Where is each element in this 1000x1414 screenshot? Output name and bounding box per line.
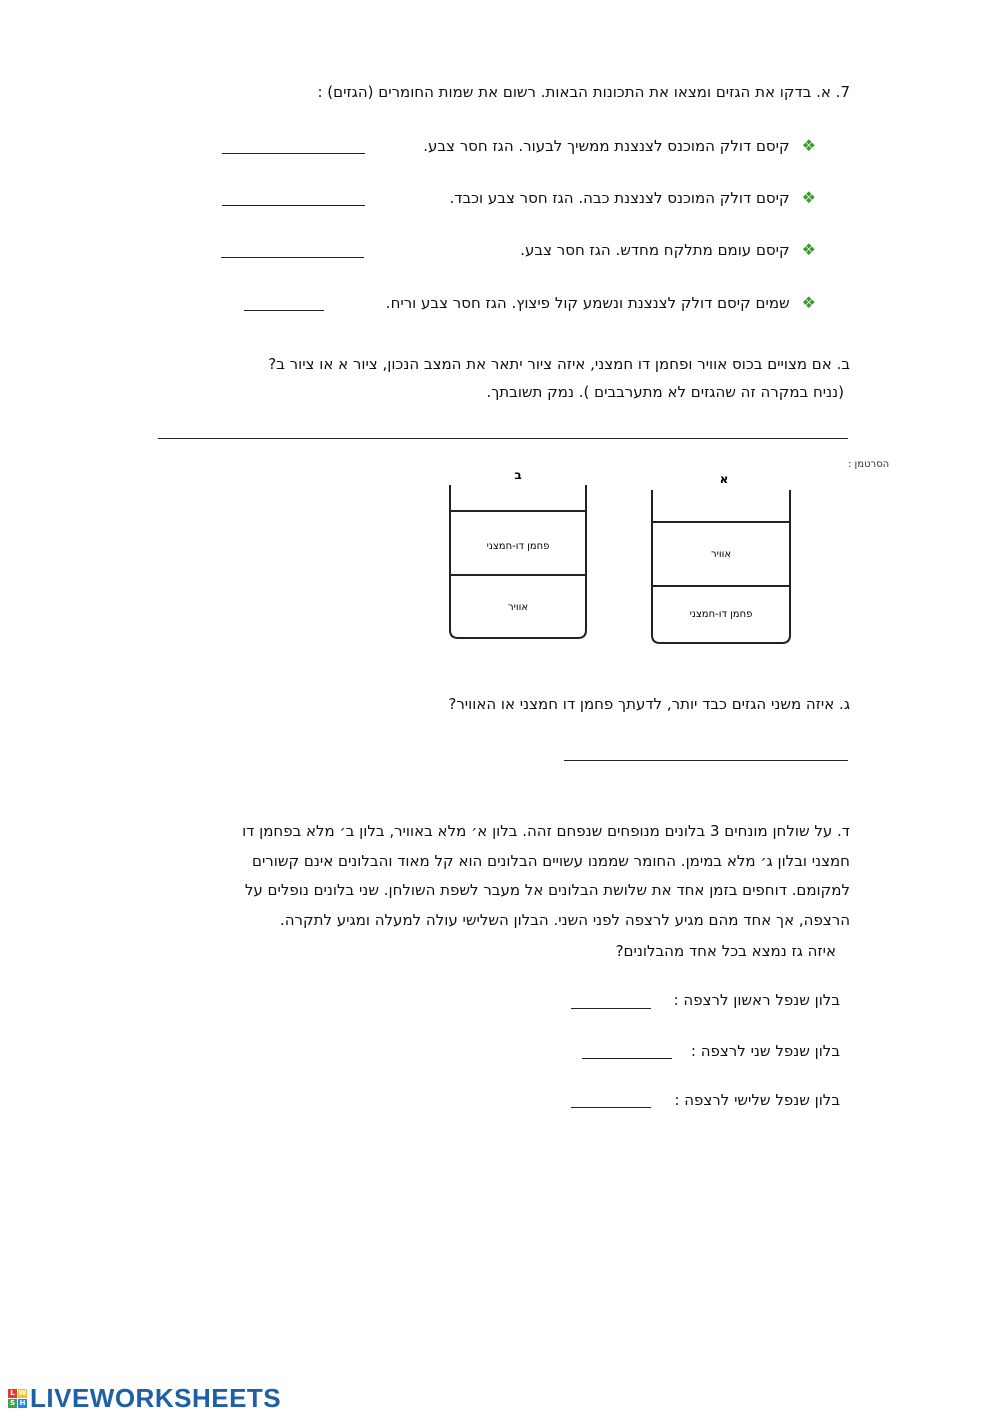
answer-blank-2[interactable] xyxy=(222,205,365,206)
diamond-bullet-icon: ❖ xyxy=(801,240,816,259)
logo-letter: S xyxy=(9,1398,16,1407)
beakers-figure xyxy=(0,455,1000,655)
beaker-a-bottom-layer: פחמן דו-חמצני xyxy=(689,609,753,620)
section-a-item-1 xyxy=(423,136,816,155)
section-a-item-4 xyxy=(386,293,816,312)
answer-line-c[interactable] xyxy=(564,760,848,761)
section-a-item-2 xyxy=(449,188,816,207)
liveworksheets-logo[interactable] xyxy=(8,1383,281,1413)
section-d-line: הרצפה, אך אחד מהם מגיע לרצפה לפני השני. הבלון השלישי עולה למעלה ומגיע לתקרה. xyxy=(279,910,850,929)
balloon-answer-3-label: בלון שנפל שלישי לרצפה : xyxy=(674,1091,840,1109)
diamond-bullet-icon: ❖ xyxy=(801,293,816,312)
logo-letter: W xyxy=(18,1388,27,1397)
beaker-a-top-layer: אוויר xyxy=(710,549,732,560)
beaker-b-label: ב xyxy=(514,468,522,482)
logo-mark-icon xyxy=(8,1389,27,1408)
section-a-title: 7. א. בדקו את הגזים ומצאו את התכונות הבאות. רשום את שמות החומרים (הגזים) : xyxy=(317,83,850,101)
answer-blank-3[interactable] xyxy=(221,257,364,258)
beaker-a xyxy=(652,472,790,643)
section-d-question: איזה גז נמצא בכל אחד מהבלונים? xyxy=(615,942,836,960)
answer-line-b[interactable] xyxy=(158,438,848,439)
section-d-paragraph xyxy=(150,817,850,935)
section-b-question: ב. אם מצויים בכוס אוויר ופחמן דו חמצני, איזה ציור יתאר את המצב הנכון, ציור א או ציור ב? xyxy=(268,355,850,373)
answer-blank-4[interactable] xyxy=(244,310,324,311)
beaker-b-bottom-layer: אוויר xyxy=(507,602,529,613)
section-d-line: למקומם. דוחפים בזמן אחד את שלושת הבלונים אל מעבר לשפת השולחן. שני בלונים נופלים על xyxy=(244,881,850,899)
balloon-answer-3-blank[interactable] xyxy=(571,1107,651,1108)
logo-letter: L xyxy=(8,1389,17,1398)
beaker-b xyxy=(450,468,586,638)
balloon-answer-1-label: בלון שנפל ראשון לרצפה : xyxy=(673,991,840,1009)
diamond-bullet-icon: ❖ xyxy=(801,136,816,155)
logo-text: LIVEWORKSHEETS xyxy=(30,1382,282,1413)
logo-letter: H xyxy=(19,1398,26,1407)
balloon-answer-1-blank[interactable] xyxy=(571,1008,651,1009)
balloon-answer-2-blank[interactable] xyxy=(582,1058,672,1059)
beaker-b-top-layer: פחמן דו-חמצני xyxy=(486,541,550,552)
item-text: שמים קיסם דולק לצנצנת ונשמע קול פיצוץ. הגז חסר צבע וריח. xyxy=(385,294,790,312)
section-d-line: ד. על שולחן מונחים 3 בלונים מנופחים שנפחם זהה. בלון א׳ מלא באוויר, בלון ב׳ מלא בפחמן דו xyxy=(242,822,850,840)
section-d-line: חמצני ובלון ג׳ מלא במימן. החומר שממנו עשויים הבלונים הוא קל מאוד והבלונים אינם קשורים xyxy=(251,851,850,870)
diamond-bullet-icon: ❖ xyxy=(801,188,816,207)
section-a-item-3 xyxy=(520,240,816,259)
item-text: קיסם דולק המוכנס לצנצנת כבה. הגז חסר צבע וכבד. xyxy=(449,189,790,207)
balloon-answer-2-label: בלון שנפל שני לרצפה : xyxy=(690,1042,840,1060)
answer-blank-1[interactable] xyxy=(222,153,365,154)
section-b-note: (נניח במקרה זה שהגזים לא מתערבבים ). נמק תשובתך. xyxy=(486,383,844,401)
figure-corner-text: הסרטמן : xyxy=(848,459,890,470)
beaker-a-label: א xyxy=(719,472,729,486)
item-text: קיסם דולק המוכנס לצנצנת ממשיך לבעור. הגז חסר צבע. xyxy=(423,137,790,155)
section-c-question: ג. איזה משני הגזים כבד יותר, לדעתך פחמן דו חמצני או האוויר? xyxy=(448,695,850,713)
item-text: קיסם עומם מתלקח מחדש. הגז חסר צבע. xyxy=(520,241,790,259)
